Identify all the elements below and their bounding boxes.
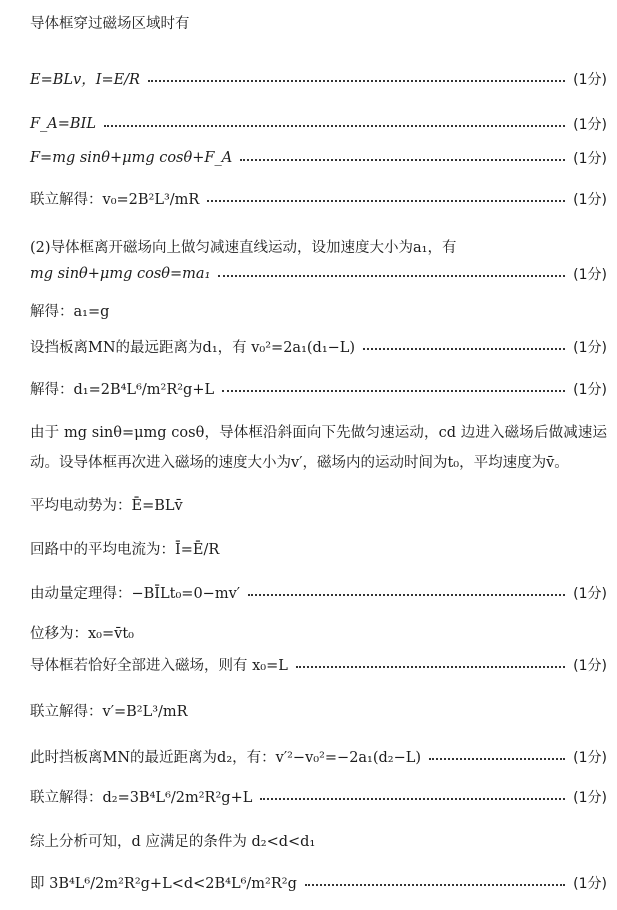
line-text: 导体框若恰好全部进入磁场，则有 x₀=L (30, 658, 288, 674)
score-label: (1分) (573, 71, 607, 88)
solution-line (30, 622, 607, 643)
score-label: (1分) (573, 875, 607, 892)
line-text: E=BLv，I=E/R (30, 72, 140, 88)
solution-line (30, 582, 607, 603)
solution-line (30, 872, 607, 893)
line-text: 联立解得：d₂=3B⁴L⁶/2m²R²g+L (30, 790, 253, 806)
dotted-leader (248, 594, 565, 596)
score-label: (1分) (573, 789, 607, 806)
line-text: 回路中的平均电流为：Ī=Ē/R (30, 542, 220, 558)
score-label: (1分) (573, 657, 607, 674)
dotted-leader (429, 758, 565, 760)
dotted-leader (240, 159, 565, 161)
solution-line (30, 654, 607, 675)
dotted-leader (218, 275, 565, 277)
line-text: 联立解得：v′=B²L³/mR (30, 704, 188, 720)
score-label: (1分) (573, 381, 607, 398)
solution-line (30, 68, 607, 89)
line-text: 联立解得：v₀=2B²L³/mR (30, 192, 200, 208)
solution-line (30, 494, 607, 515)
dotted-leader (222, 390, 565, 392)
line-text: 综上分析可知，d 应满足的条件为 d₂<d<d₁ (30, 834, 316, 850)
solution-line (30, 336, 607, 357)
score-label: (1分) (573, 749, 607, 766)
dotted-leader (305, 884, 565, 886)
score-label: (1分) (573, 117, 607, 133)
score-label: (1分) (573, 151, 607, 167)
line-text: 解得：a₁=g (30, 304, 110, 320)
solution-line (30, 538, 607, 559)
solution-line (30, 114, 607, 134)
solution-line (30, 148, 607, 168)
line-text: 设挡板离MN的最远距离为d₁，有 v₀²=2a₁(d₁−L) (30, 340, 356, 356)
line-text: 导体框穿过磁场区域时有 (30, 16, 190, 32)
line-text: (2)导体框离开磁场向上做匀减速直线运动，设加速度大小为a₁，有 (30, 240, 457, 256)
solution-line (30, 700, 607, 721)
score-label: (1分) (573, 267, 607, 283)
solution-line (30, 300, 607, 321)
score-label: (1分) (573, 339, 607, 356)
line-text: 解得：d₁=2B⁴L⁶/m²R²g+L (30, 382, 215, 398)
line-text: 此时挡板离MN的最近距离为d₂，有：v′²−v₀²=−2a₁(d₂−L) (30, 750, 422, 766)
dotted-leader (148, 80, 565, 82)
line-text: F=mg sinθ+μmg cosθ+F_A (30, 150, 233, 166)
score-label: (1分) (573, 191, 607, 208)
solution-line (30, 236, 607, 257)
line-text: 平均电动势为：Ē=BLv̄ (30, 498, 183, 514)
dotted-leader (296, 666, 565, 668)
solution-line (30, 786, 607, 807)
solution-line (30, 746, 607, 767)
line-text: 即 3B⁴L⁶/2m²R²g+L<d<2B⁴L⁶/m²R²g (30, 876, 297, 892)
dotted-leader (207, 200, 565, 202)
line-text: 位移为：x₀=v̄t₀ (30, 626, 134, 642)
solution-line (30, 830, 607, 851)
score-label: (1分) (573, 585, 607, 602)
solution-line (30, 188, 607, 209)
line-text: 由动量定理得：−BĪLt₀=0−mv′ (30, 586, 241, 602)
dotted-leader (260, 798, 565, 800)
solution-line (30, 264, 607, 284)
solution-paragraph: 由于 mg sinθ=μmg cosθ，导体框沿斜面向下先做匀速运动，cd 边进入磁场后做减速运动。设导体框再次进入磁场的速度大小为v′，磁场内的运动时间为t₀，平均速度为v̄。 (30, 425, 607, 471)
dotted-leader (363, 348, 565, 350)
dotted-leader (104, 125, 565, 127)
line-text: F_A=BIL (30, 116, 96, 132)
solution-line (30, 12, 607, 33)
line-text: mg sinθ+μmg cosθ=ma₁ (30, 266, 211, 282)
solution-line (30, 378, 607, 399)
